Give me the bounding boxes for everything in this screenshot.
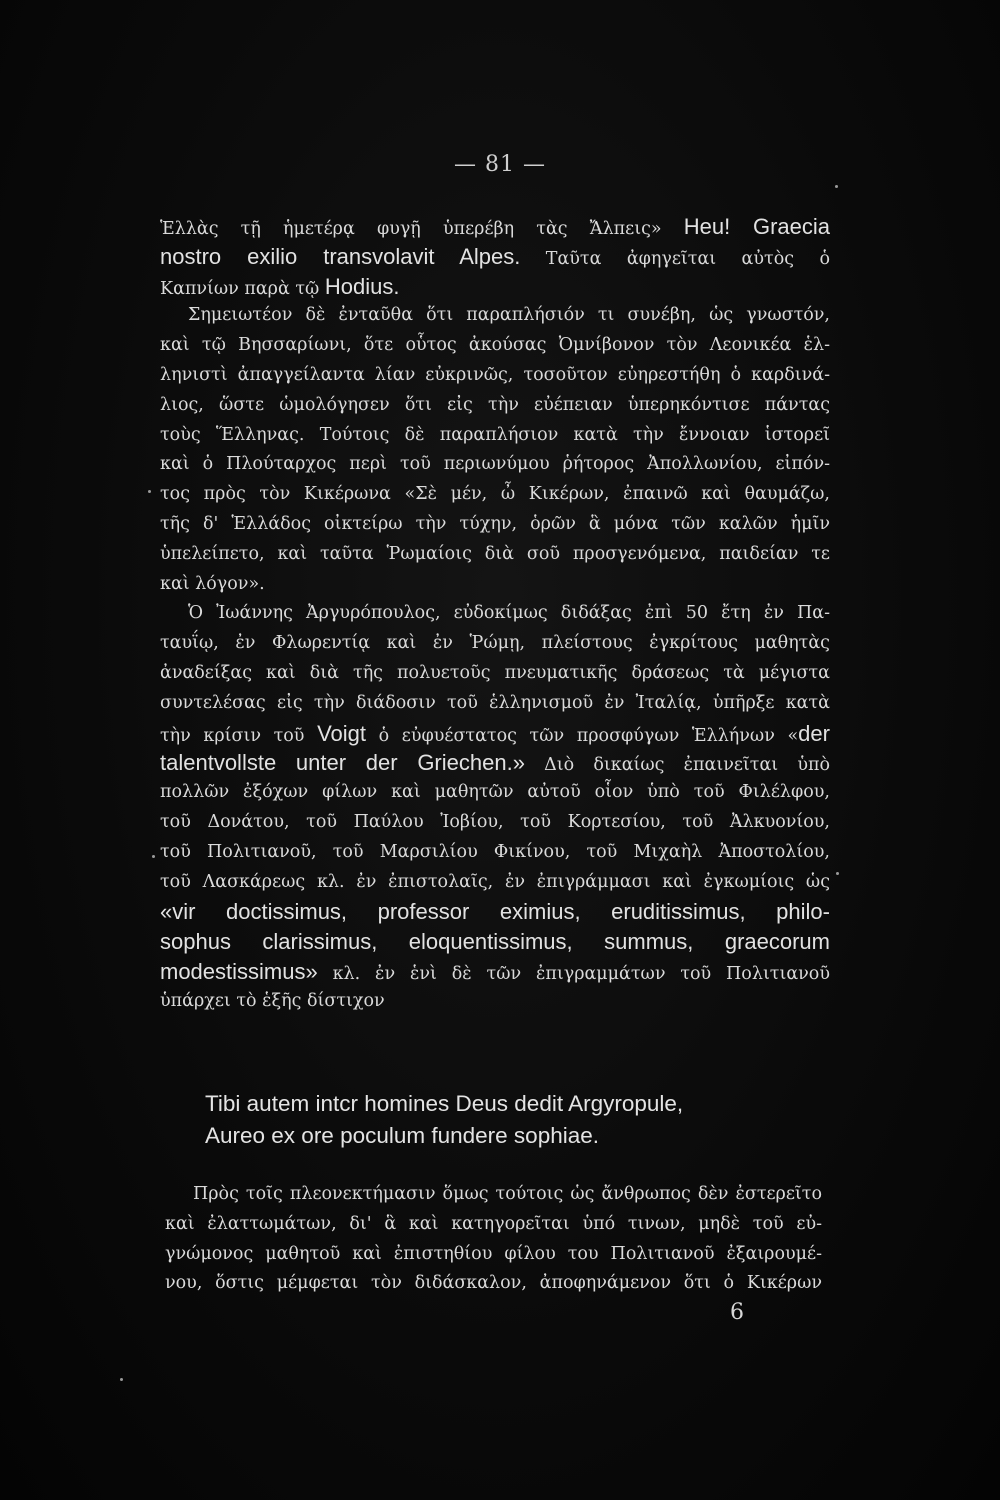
paper-speck (148, 490, 151, 493)
text-line: Σημειωτέον δὲ ἐνταῦθα ὅτι παραπλήσιόν τι συνέβη, ὡς γνωστόν, (188, 305, 830, 326)
paper-speck (120, 1378, 123, 1381)
text-line: τοῦ Πολιτιανοῦ, τοῦ Μαρσιλίου Φικίνου, τοῦ Μιχαὴλ Ἀποστολίου, (160, 841, 830, 862)
text-line: ὑπάρχει τὸ ἑξῆς δίστιχον (160, 990, 385, 1011)
greek-text: κλ. ἐν ἑνὶ δὲ τῶν ἐπιγραμμάτων τοῦ Πολιτιανοῦ (332, 963, 830, 984)
closing-paragraph (165, 1180, 822, 1299)
text-line (160, 242, 830, 272)
text-line: τοῦ Λασκάρεως κλ. ἐν ἐπιστολαῖς, ἐν ἐπιγράμμασι καὶ ἐγκωμίοις ὡς (160, 871, 830, 892)
text-line: τοῦ Δονάτου, τοῦ Παύλου Ἰοβίου, τοῦ Κορτεσίου, τοῦ Ἀλκυονίου, (160, 811, 830, 832)
latin-quote-line: «vir doctissimus, professor eximius, eruditissimus, philo- (160, 899, 830, 925)
text-line: γνώμονος μαθητοῦ καὶ ἐπιστηθίου φίλου του Πολιτιανοῦ ἐξαιρουμέ- (165, 1243, 822, 1264)
text-line: ληνιστὶ ἀπαγγείλαντα λίαν εὐκρινῶς, τοσοῦτον εὐηρεστήθη ὁ καρδινά- (160, 364, 830, 385)
latin-quote: nostro exilio transvolavit Alpes. (160, 243, 521, 269)
paper-speck (152, 855, 155, 858)
main-text-block (160, 212, 830, 1017)
greek-text: τὴν κρίσιν τοῦ (160, 725, 305, 746)
greek-text: ὁ εὐφυέστατος τῶν προσφύγων Ἑλλήνων « (378, 725, 799, 746)
text-line (160, 719, 830, 749)
text-line: τος πρὸς τὸν Κικέρωνα «Σὲ μέν, ὦ Κικέρων, ἐπαινῶ καὶ θαυμάζω, (160, 484, 830, 505)
german-quote: der (798, 720, 830, 746)
text-line: τῆς δ' Ἑλλάδος οἰκτείρω τὴν τύχην, ὁρῶν ἃ μόνα τῶν καλῶν ἡμῖν (160, 513, 830, 534)
text-line: καὶ λόγον». (160, 573, 265, 594)
text-line: καὶ τῷ Βησσαρίωνι, ὅτε οὗτος ἀκούσας Ὀμνίβονον τὸν Λεονικέα ἑλ- (160, 335, 830, 356)
greek-text: Διὸ δικαίως ἐπαινεῖται ὑπὸ (544, 755, 830, 776)
paper-speck (835, 185, 838, 188)
text-line (160, 748, 830, 778)
paper-speck (836, 872, 839, 875)
latin-quote: Heu! Graecia (683, 214, 830, 239)
page-number: — 81 — (454, 152, 546, 177)
signature-mark: 6 (730, 1300, 744, 1325)
latin-quote-line: sophus clarissimus, eloquentissimus, summus, graecorum (160, 929, 830, 955)
latin-name: Voigt (317, 720, 366, 746)
text-line: ἀναδείξας καὶ διὰ τῆς πολυετοῦς πνευματικῆς δράσεως τὰ μέγιστα (160, 662, 830, 683)
latin-name: Hodius. (324, 273, 400, 299)
text-line: Πρὸς τοῖς πλεονεκτήμασιν ὅμως τούτοις ὡς ἄνθρωπος δὲν ἐστερεῖτο (193, 1184, 822, 1204)
latin-quote: modestissimus» (160, 958, 318, 984)
text-line: λιος, ὥστε ὡμολόγησεν ὅτι εἰς τὴν εὐέπειαν ὑπερηκόντισε πάντας (160, 394, 830, 415)
greek-text: Καπνίων παρὰ τῷ (160, 278, 320, 299)
text-line: καὶ ἐλαττωμάτων, δι' ἃ καὶ κατηγορεῖται ὑπό τινων, μηδὲ τοῦ εὐ- (165, 1213, 822, 1234)
text-line: τοὺς Ἕλληνας. Τούτοις δὲ παραπλήσιον κατὰ τὴν ἔννοιαν ἱστορεῖ (160, 424, 830, 445)
verse-line: Tibi autem intcr homines Deus dedit Argyropule, (205, 1091, 684, 1116)
text-line: ὑπελείπετο, καὶ ταῦτα Ῥωμαίοις διὰ σοῦ προσγενόμενα, παιδείαν τε (160, 543, 830, 564)
german-quote: talentvollste unter der Griechen.» (160, 750, 525, 776)
verse-line: Aureo ex ore poculum fundere sophiae. (205, 1123, 600, 1148)
text-line: νου, ὅστις μέμφεται τὸν διδάσκαλον, ἀποφηνάμενον ὅτι ὁ Κικέρων (165, 1273, 822, 1294)
text-line (160, 957, 830, 987)
text-line: ταυΐῳ, ἐν Φλωρεντίᾳ καὶ ἐν Ῥώμῃ, πλείστους ἐγκρίτους μαθητὰς (160, 633, 830, 654)
text-line (160, 272, 830, 302)
text-line: συντελέσας εἰς τὴν διάδοσιν τοῦ ἑλληνισμοῦ ἐν Ἰταλίᾳ, ὑπῆρξε κατὰ (160, 692, 830, 713)
greek-text: Ταῦτα ἀφηγεῖται αὐτὸς ὁ (545, 248, 830, 269)
greek-text: Ἑλλὰς τῇ ἡμετέρᾳ φυγῇ ὑπερέβη τὰς Ἄλπεις» (160, 219, 662, 239)
text-line: Ὁ Ἰωάννης Ἀργυρόπουλος, εὐδοκίμως διδάξας ἐπὶ 50 ἔτη ἐν Πα- (188, 603, 830, 624)
text-line: καὶ ὁ Πλούταρχος περὶ τοῦ περιωνύμου ῥήτορος Ἀπολλωνίου, εἰπόν- (160, 454, 830, 475)
text-line: πολλῶν ἐξόχων φίλων καὶ μαθητῶν αὐτοῦ οἷον ὑπὸ τοῦ Φιλέλφου, (160, 782, 830, 803)
text-line (160, 212, 830, 242)
latin-distich (205, 1088, 805, 1152)
